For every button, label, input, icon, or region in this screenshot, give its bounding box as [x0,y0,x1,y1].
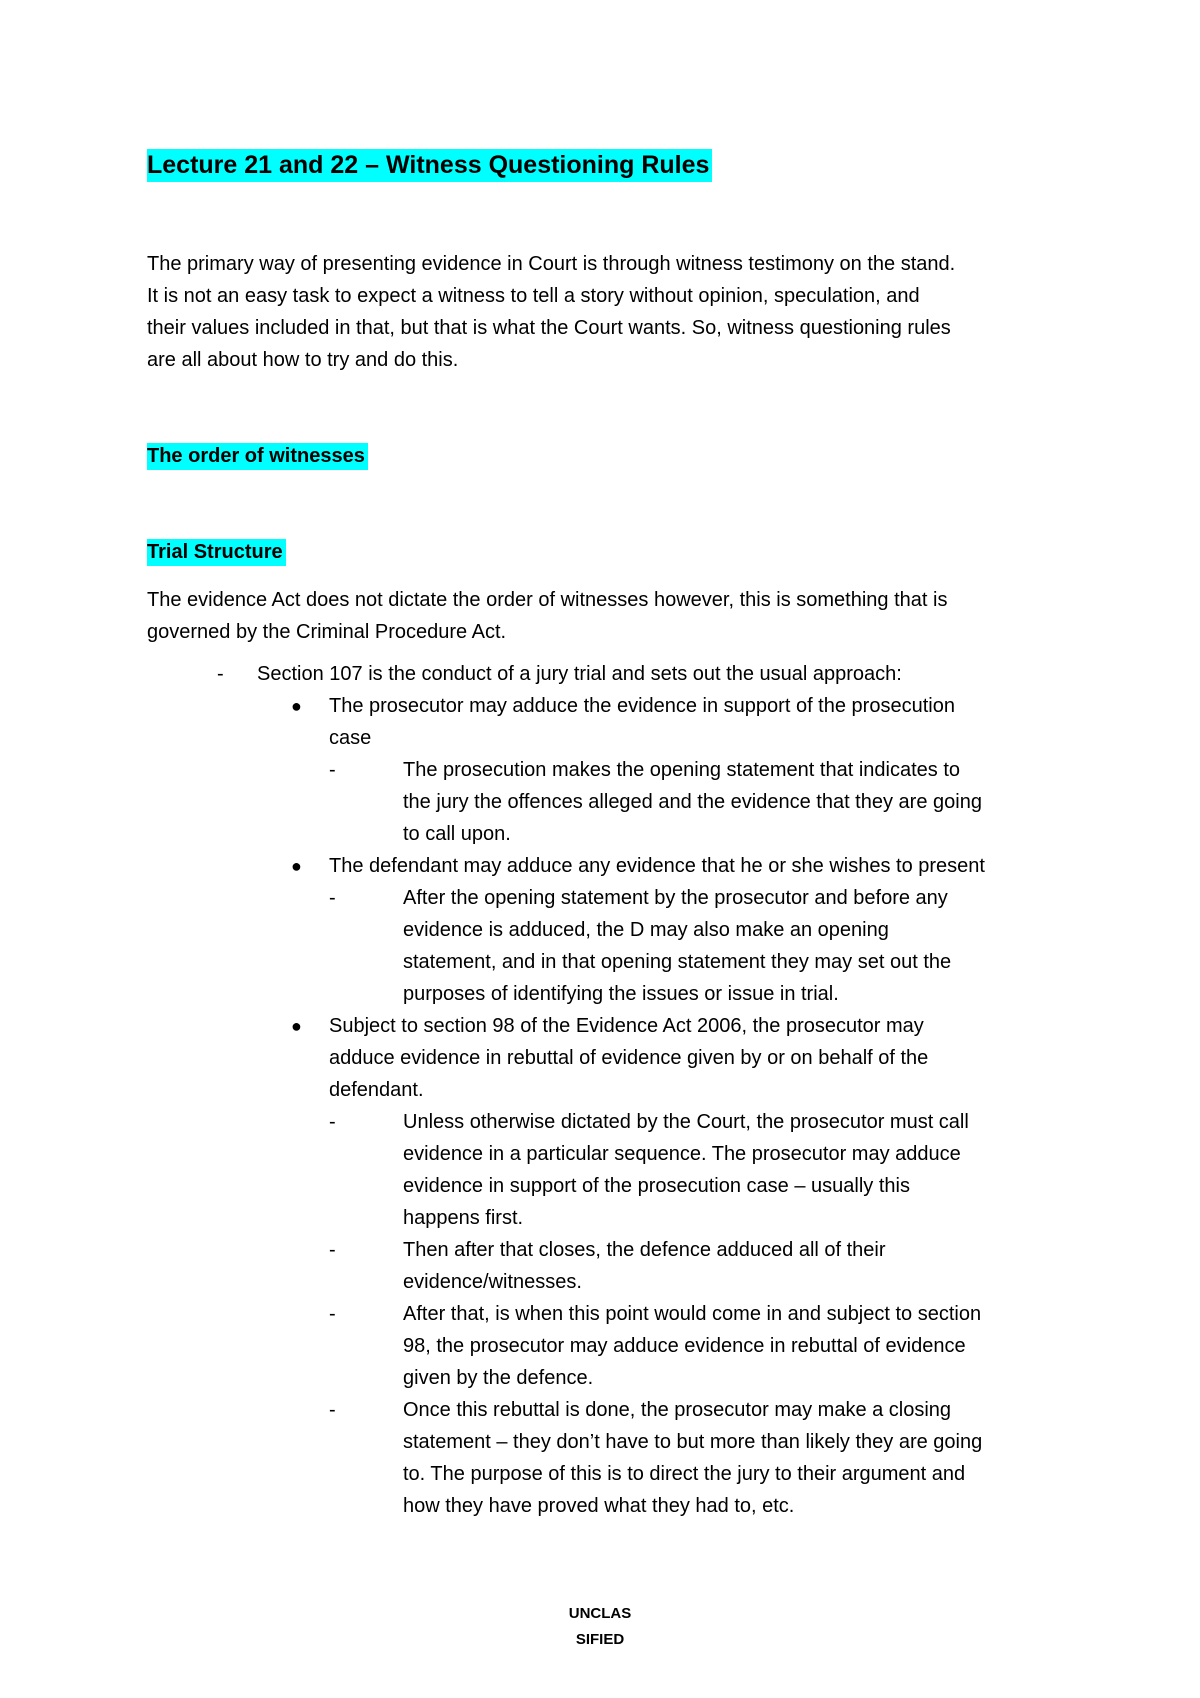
bullet-marker: ● [291,696,302,716]
bullet-marker: ● [291,1016,302,1036]
dash-marker: - [329,887,336,909]
trial-paragraph [147,584,1077,648]
dash-marker: - [329,759,336,781]
dash-marker: - [329,1399,336,1421]
sub-item-text: After the opening statement by the prosecutor and before any evidence is adduced, the D may also make an opening statement, and in that opening statement they may set out the purposes of identifying the issues or issue in trial. [403,887,952,1005]
dash-marker: - [329,1111,336,1133]
sub-item [329,754,987,850]
intro-line: The primary way of presenting evidence in Court is through witness testimony on the stand. [147,253,956,275]
trial-line: The evidence Act does not dictate the order of witnesses however, this is something that is [147,589,948,611]
title-highlight: Lecture 21 and 22 – Witness Questioning Rules [147,149,712,182]
document-body [147,148,1077,1522]
sub-list [329,1106,987,1522]
dash-marker: - [329,1239,336,1261]
sub-item-text: The prosecution makes the opening statement that indicates to the jury the offences alleged and the evidence that they are going to call upon. [403,759,982,845]
trial-line: governed by the Criminal Procedure Act. [147,621,507,643]
footer-line: SIFIED [575,1631,625,1648]
bullet-marker: ● [291,856,302,876]
sub-item-text: After that, is when this point would come in and subject to section 98, the prosecutor may adduce evidence in rebuttal of evidence given by the defence. [403,1303,982,1389]
sub-item-text: Once this rebuttal is done, the prosecutor may make a closing statement – they don’t have to but more than likely they are going to. The purpose of this is to direct the jury to their argument and how they have proved what they had to, etc. [403,1399,983,1517]
dash-marker: - [217,663,224,685]
bullet-text: Subject to section 98 of the Evidence Act 2006, the prosecutor may adduce evidence in rebuttal of evidence given by or on behalf of the defendant. [329,1015,929,1101]
bullet-item [257,690,987,850]
bullet-text: The defendant may adduce any evidence that he or she wishes to present [329,855,985,877]
sub-item [329,1106,987,1234]
document-title [147,148,1077,182]
dash-marker: - [329,1303,336,1325]
footer-line: UNCLAS [568,1605,632,1622]
intro-line: their values included in that, but that is what the Court wants. So, witness questioning rules [147,317,951,339]
sub-item [329,1234,987,1298]
bullet-item [257,1010,987,1522]
bullet-list [257,690,987,1522]
intro-paragraph [147,248,1077,376]
section-list [147,658,1077,1522]
sub-list [329,882,987,1010]
section-list-item [147,658,1077,1522]
bullet-text: The prosecutor may adduce the evidence in support of the prosecution case [329,695,955,749]
classification-footer [0,1601,1200,1653]
heading-trial-structure [147,536,1077,568]
sub-list [329,754,987,850]
heading-highlight: Trial Structure [147,539,286,566]
bullet-item [257,850,987,1010]
sub-item [329,1394,987,1522]
intro-line: It is not an easy task to expect a witness to tell a story without opinion, speculation, and [147,285,920,307]
sub-item [329,1298,987,1394]
sub-item-text: Unless otherwise dictated by the Court, the prosecutor must call evidence in a particular sequence. The prosecutor may adduce evidence in support of the prosecution case – usually this happens first. [403,1111,969,1229]
heading-highlight: The order of witnesses [147,443,368,470]
heading-order-of-witnesses [147,440,1077,472]
intro-line: are all about how to try and do this. [147,349,459,371]
section-item-text: Section 107 is the conduct of a jury trial and sets out the usual approach: [257,663,902,685]
sub-item [329,882,987,1010]
sub-item-text: Then after that closes, the defence adduced all of their evidence/witnesses. [403,1239,886,1293]
